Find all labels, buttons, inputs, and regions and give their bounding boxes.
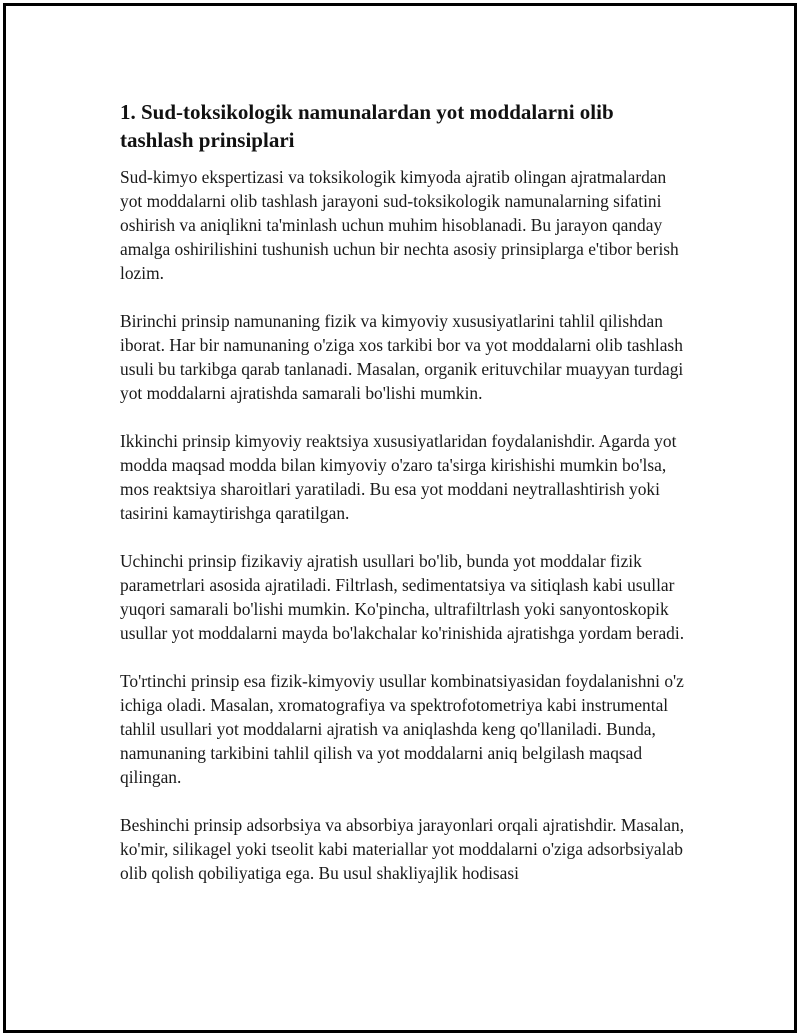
paragraph-intro: Sud-kimyo ekspertizasi va toksikologik kimyoda ajratib olingan ajratmalardan yot moddalarni olib tashlash jarayoni sud-toksikologik namunalarning sifatini oshirish va aniqlikni ta'minlash uchun muhim hisoblanadi. Bu jarayon qanday amalga oshirilishini tushunish uchun bir nechta asosiy prinsiplarga e'tibor berish lozim.: [120, 167, 679, 283]
paragraph-second-principle: Ikkinchi prinsip kimyoviy reaktsiya xususiyatlaridan foydalanishdir. Agarda yot modda maqsad modda bilan kimyoviy o'zaro ta'sirga kirishishi mumkin bo'lsa, mos reaktsiya sharoitlari yaratiladi. Bu esa yot moddani neytrallashtirish yoki tasirini kamaytirishga qaratilgan.: [120, 431, 677, 523]
page-frame: [3, 3, 797, 1033]
document-body: [120, 98, 690, 909]
paragraph-third-principle: Uchinchi prinsip fizikaviy ajratish usullari bo'lib, bunda yot moddalar fizik parametrlari asosida ajratiladi. Filtrlash, sedimentatsiya va sitiqlash kabi usullar yuqori samarali bo'lishi mumkin. Ko'pincha, ultrafiltrlash yoki sanyontoskopik usullar yot moddalarni mayda bo'lakchalar ko'rinishida ajratishga yordam beradi.: [120, 551, 685, 643]
paragraph-first-principle: Birinchi prinsip namunaning fizik va kimyoviy xususiyatlarini tahlil qilishdan iborat. Har bir namunaning o'ziga xos tarkibi bor va yot moddalarni olib tashlash usuli bu tarkibga qarab tanlanadi. Masalan, organik erituvchilar muayyan turdagi yot moddalarni ajratishda samarali bo'lishi mumkin.: [120, 311, 684, 403]
paragraph-fifth-principle: Beshinchi prinsip adsorbsiya va absorbiya jarayonlari orqali ajratishdir. Masalan, ko'mir, silikagel yoki tseolit kabi materiallar yot moddalarni o'ziga adsorbsiyalab olib qolish qobiliyatiga ega. Bu usul shakliyajlik hodisasi: [120, 815, 685, 883]
paragraph-fourth-principle: To'rtinchi prinsip esa fizik-kimyoviy usullar kombinatsiyasidan foydalanishni o'z ichiga oladi. Masalan, xromatografiya va spektrofotometriya kabi instrumental tahlil usullari yot moddalarni ajratish va aniqlashda keng qo'llaniladi. Bunda, namunaning tarkibini tahlil qilish va yot moddalarni aniq belgilash maqsad qilingan.: [120, 671, 684, 787]
section-title: 1. Sud-toksikologik namunalardan yot moddalarni olib tashlash prinsiplari: [120, 100, 614, 152]
